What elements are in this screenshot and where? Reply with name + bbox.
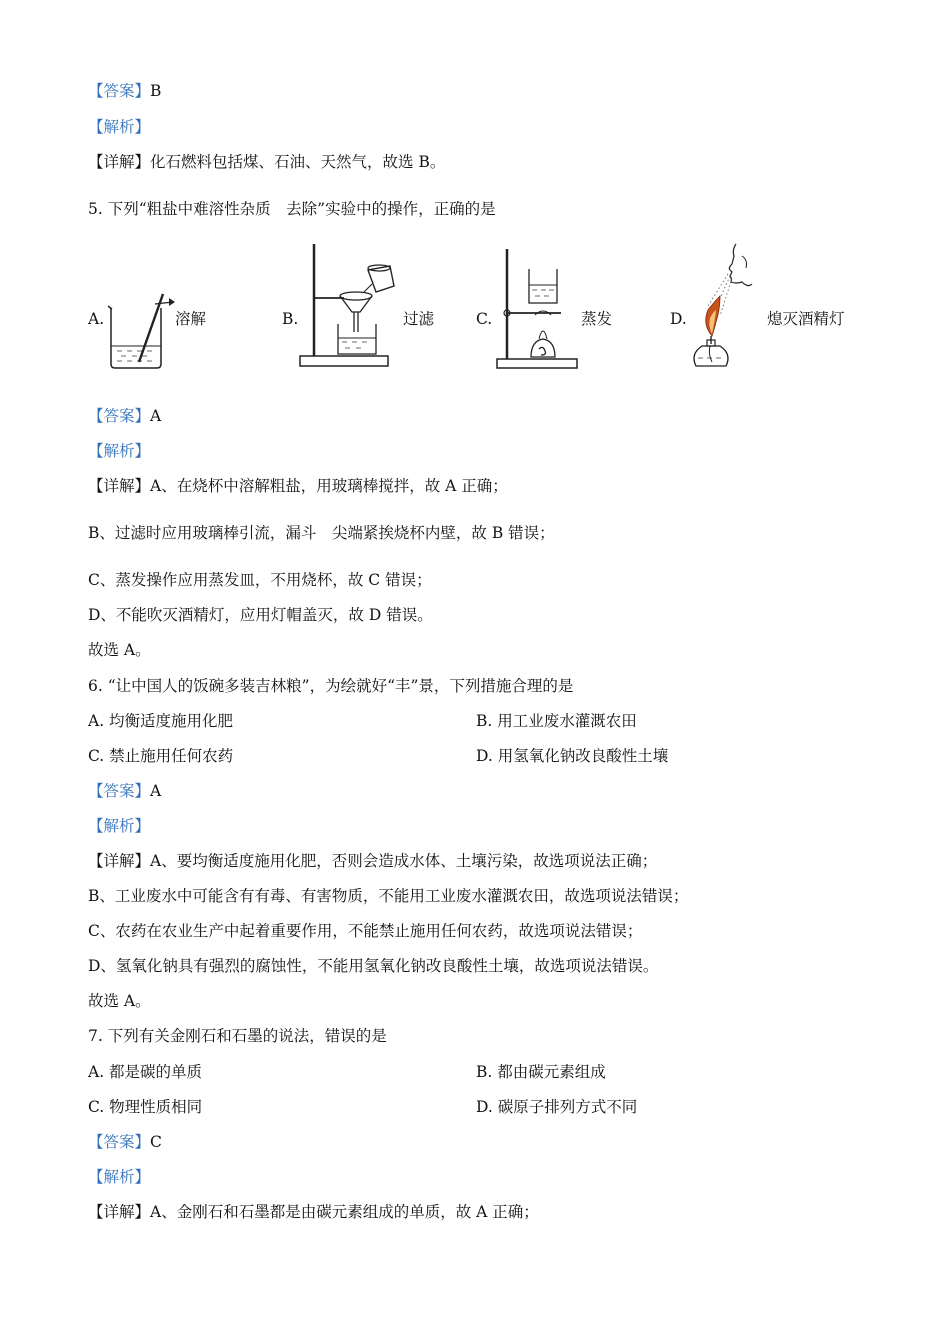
detail-tag: 【详解】: [88, 477, 151, 495]
q5-answer-line: [88, 406, 161, 426]
answer-value: C: [150, 1133, 162, 1151]
q5-option-d-label: 熄灭酒精灯: [767, 310, 845, 328]
q5-option-b-label: 过滤: [403, 310, 435, 328]
detail-text: A、金刚石和石墨都是由碳元素组成的单质，故 A 正确；: [150, 1203, 539, 1221]
q5-option-d-letter: D.: [670, 310, 687, 328]
analysis-tag: 【解析】: [88, 1168, 151, 1186]
detail-text: 化石燃料包括煤、石油、天然气，故选 B。: [150, 153, 446, 171]
q6-analysis-line: [88, 816, 150, 836]
q5-detail-line-2: B、过滤时应用玻璃棒引流，漏斗 尖端紧挨烧杯内壁，故 B 错误；: [88, 524, 555, 542]
q6-option-c: C. 禁止施用任何农药: [88, 747, 234, 765]
q5-analysis-line: [88, 441, 150, 461]
q6-option-d: D. 用氢氧化钠改良酸性土壤: [476, 747, 669, 765]
answer-value: B: [150, 82, 162, 100]
q5-option-a-letter: A.: [88, 310, 105, 328]
q5-detail-line-3: C、蒸发操作应用蒸发皿，不用烧杯，故 C 错误；: [88, 571, 432, 589]
blow-out-lamp-illustration: [686, 240, 771, 372]
q6-conclusion: 故选 A。: [88, 992, 151, 1010]
q4-analysis-line: [88, 117, 150, 137]
q5-detail-line-4: D、不能吹灭酒精灯，应用灯帽盖灭，故 D 错误。: [88, 606, 433, 624]
q6-answer-line: [88, 781, 161, 801]
answer-tag: 【答案】: [88, 407, 151, 425]
answer-tag: 【答案】: [88, 82, 151, 100]
q5-detail-line-1: [88, 476, 508, 496]
beaker-dissolve-illustration: [105, 290, 180, 370]
q7-option-b: B. 都由碳元素组成: [476, 1063, 606, 1081]
q5-conclusion: 故选 A。: [88, 641, 151, 659]
detail-tag: 【详解】: [88, 153, 151, 171]
detail-text: A、要均衡适度施用化肥，否则会造成水体、土壤污染，故选项说法正确；: [150, 852, 658, 870]
answer-tag: 【答案】: [88, 1133, 151, 1151]
q6-option-a: A. 均衡适度施用化肥: [88, 712, 234, 730]
evaporation-illustration: [495, 245, 580, 370]
q6-detail-line-4: D、氢氧化钠具有强烈的腐蚀性，不能用氢氧化钠改良酸性土壤，故选项说法错误。: [88, 957, 659, 975]
q6-detail-line-2: B、工业废水中可能含有有毒、有害物质，不能用工业废水灌溉农田，故选项说法错误；: [88, 887, 689, 905]
q6-detail-line-1: [88, 851, 657, 871]
q7-answer-line: [88, 1132, 162, 1152]
q7-analysis-line: [88, 1167, 150, 1187]
q6-option-b: B. 用工业废水灌溉农田: [476, 712, 637, 730]
q6-detail-line-3: C、农药在农业生产中起着重要作用，不能禁止施用任何农药，故选项说法错误；: [88, 922, 643, 940]
detail-text: A、在烧杯中溶解粗盐，用玻璃棒搅拌，故 A 正确；: [150, 477, 508, 495]
answer-value: A: [150, 407, 162, 425]
q4-answer-line: [88, 81, 161, 101]
detail-tag: 【详解】: [88, 852, 151, 870]
q5-option-a-label: 溶解: [175, 310, 207, 328]
q5-option-b-letter: B.: [282, 310, 299, 328]
q5-option-c-letter: C.: [476, 310, 493, 328]
analysis-tag: 【解析】: [88, 817, 151, 835]
q7-option-c: C. 物理性质相同: [88, 1098, 203, 1116]
q7-stem: 7. 下列有关金刚石和石墨的说法，错误的是: [88, 1027, 387, 1045]
analysis-tag: 【解析】: [88, 442, 151, 460]
q6-stem: 6. “让中国人的饭碗多装吉林粮”，为绘就好“丰”景，下列措施合理的是: [88, 677, 574, 695]
filtration-illustration: [298, 240, 398, 370]
q5-stem: 5. 下列“粗盐中难溶性杂质 去除”实验中的操作，正确的是: [88, 200, 496, 218]
detail-tag: 【详解】: [88, 1203, 151, 1221]
answer-tag: 【答案】: [88, 782, 151, 800]
q7-option-d: D. 碳原子排列方式不同: [476, 1098, 638, 1116]
q7-detail-line-1: [88, 1202, 539, 1222]
answer-value: A: [150, 782, 162, 800]
q5-option-c-label: 蒸发: [581, 310, 613, 328]
q7-option-a: A. 都是碳的单质: [88, 1063, 203, 1081]
q4-detail-line: [88, 152, 445, 172]
analysis-tag: 【解析】: [88, 118, 151, 136]
